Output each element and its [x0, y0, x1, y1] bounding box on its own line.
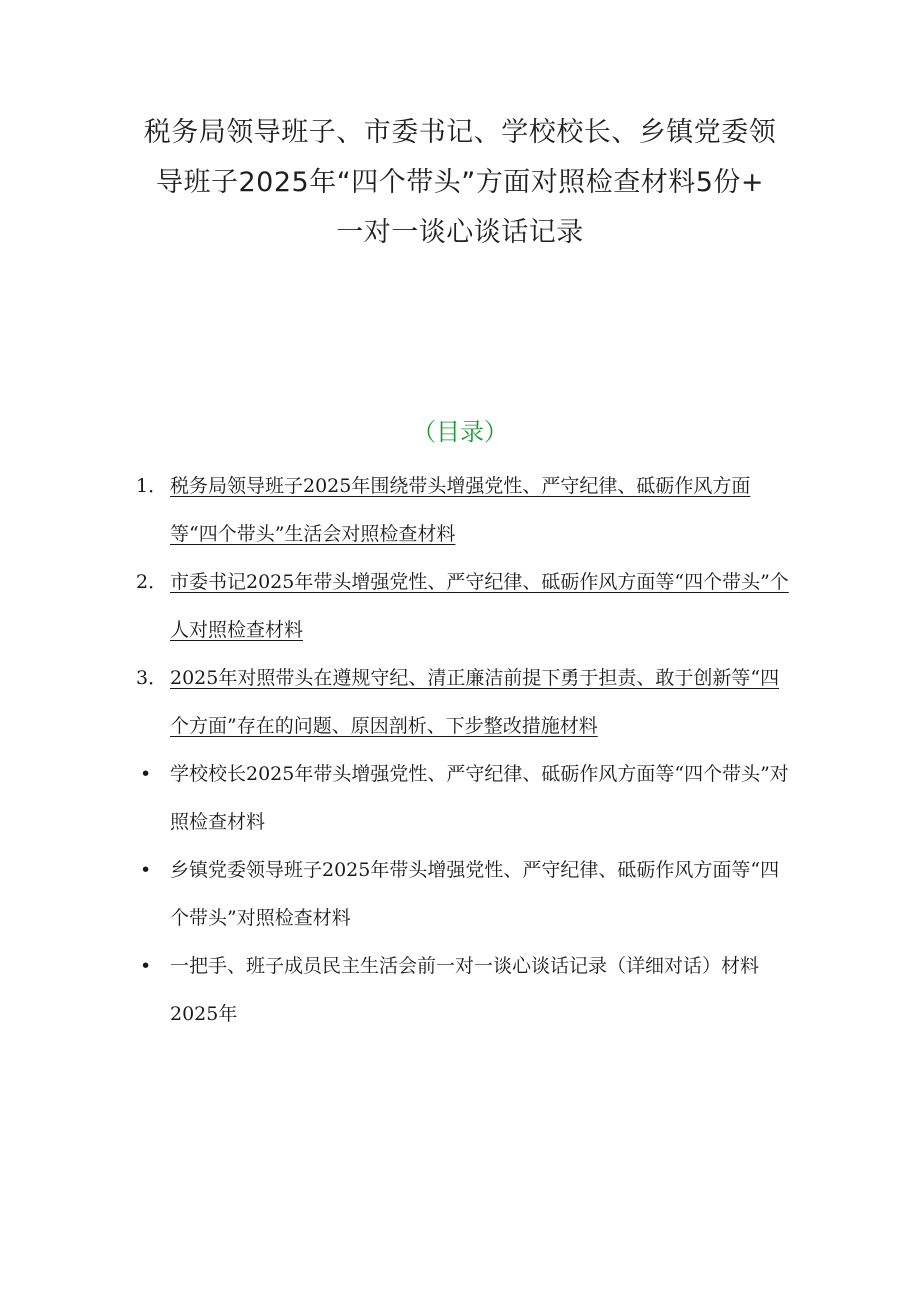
- toc-item-link[interactable]: 税务局领导班子2025年围绕带头增强党性、严守纪律、砥砺作风方面等“四个带头”生活会对照检查材料: [170, 475, 751, 545]
- bullet-icon: •: [140, 763, 152, 785]
- title-line-3: 一对一谈心谈话记录: [336, 217, 584, 248]
- toc-item-number: 1．: [136, 475, 168, 497]
- bullet-icon: •: [140, 859, 152, 881]
- document-title: [0, 108, 920, 258]
- toc-item-text: 乡镇党委领导班子2025年带头增强党性、严守纪律、砥砺作风方面等“四个带头”对照检查材料: [170, 859, 780, 929]
- title-line-1: 税务局领导班子、市委书记、学校校长、乡镇党委领: [143, 117, 777, 148]
- toc-item-2[interactable]: [0, 558, 790, 654]
- toc-item-number: 2．: [136, 571, 168, 593]
- toc-item-4: [0, 750, 790, 846]
- toc-item-text: 一把手、班子成员民主生活会前一对一谈心谈话记录（详细对话）材料2025年: [170, 955, 760, 1025]
- toc-item-text: 学校校长2025年带头增强党性、严守纪律、砥砺作风方面等“四个带头”对照检查材料: [170, 763, 789, 833]
- table-of-contents: [0, 462, 920, 1038]
- bullet-icon: •: [140, 955, 152, 977]
- toc-item-link[interactable]: 市委书记2025年带头增强党性、严守纪律、砥砺作风方面等“四个带头”个人对照检查材料: [170, 571, 789, 641]
- title-line-2: 导班子2025年“四个带头”方面对照检查材料5份+: [156, 167, 764, 198]
- toc-item-6: [0, 942, 790, 1038]
- toc-item-1[interactable]: [0, 462, 790, 558]
- toc-item-5: [0, 846, 790, 942]
- toc-heading: （目录）: [412, 418, 508, 446]
- toc-item-number: 3．: [136, 667, 168, 689]
- toc-item-3[interactable]: [0, 654, 790, 750]
- toc-item-link[interactable]: 2025年对照带头在遵规守纪、清正廉洁前提下勇于担责、敢于创新等“四个方面”存在的问题、原因剖析、下步整改措施材料: [170, 667, 780, 737]
